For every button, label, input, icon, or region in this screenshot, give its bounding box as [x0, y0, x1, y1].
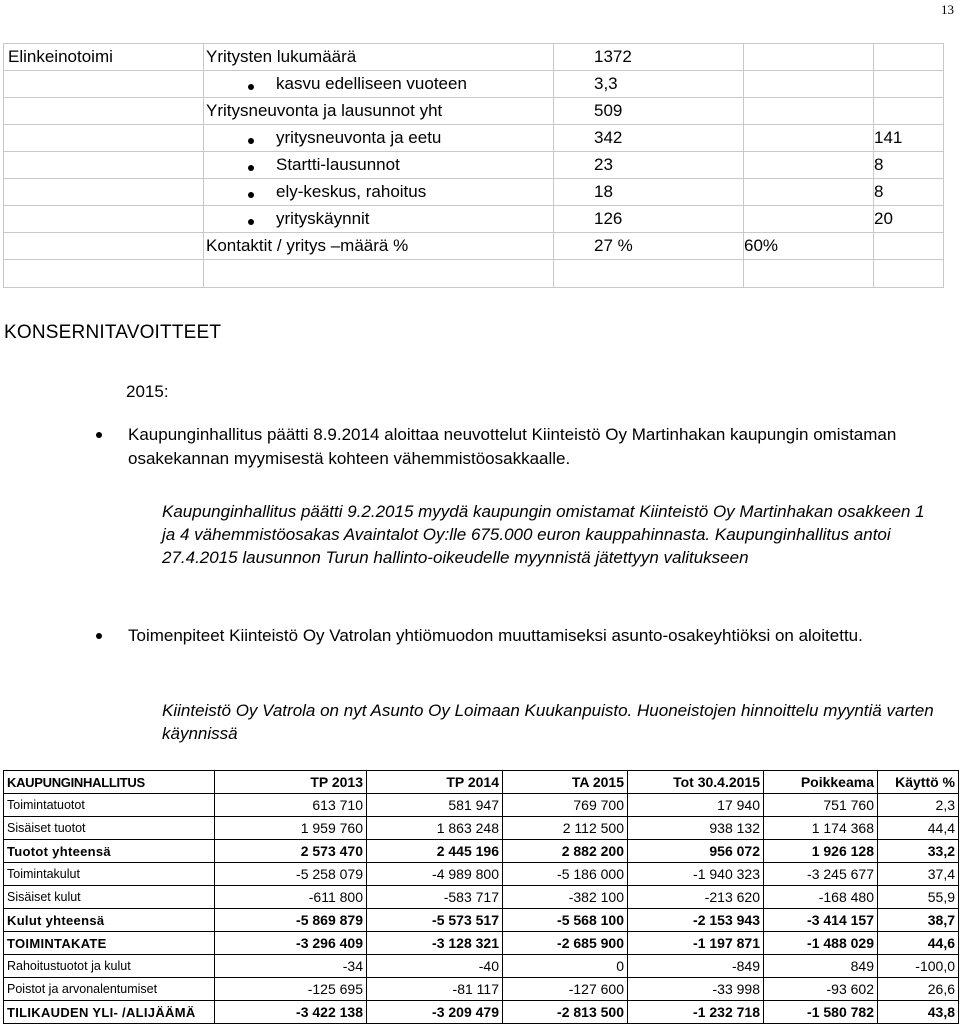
stat-label-text: ely-keskus, rahoitus — [276, 182, 427, 201]
finance-table — [3, 770, 959, 1024]
stat-row — [4, 44, 944, 71]
value-cell: -213 620 — [628, 886, 764, 909]
stat-row — [4, 152, 944, 179]
value-cell: -2 685 900 — [503, 932, 628, 955]
stat-value-cell — [554, 125, 744, 152]
value-cell: 33,2 — [878, 840, 959, 863]
stat-extra-value-cell: 141 — [874, 125, 944, 152]
stat-row — [4, 233, 944, 260]
row-label: Toimintatuotot — [4, 794, 215, 817]
year-label: 2015: — [126, 382, 169, 401]
stat-value: 1372 — [594, 47, 632, 66]
value-cell: -1 232 718 — [628, 1001, 764, 1024]
business-statistics-table — [3, 43, 944, 288]
table-row — [4, 955, 959, 978]
stat-extra-value-cell: 20 — [874, 206, 944, 233]
stat-label-cell — [204, 71, 554, 98]
stat-label-cell — [204, 152, 554, 179]
value-cell: -1 197 871 — [628, 932, 764, 955]
stat-row — [4, 71, 944, 98]
stat-label — [204, 155, 400, 174]
paragraph-vatrola-status: Kiinteistö Oy Vatrola on nyt Asunto Oy Loimaan Kuukanpuisto. Huoneistojen hinnoittelu myyntiä varten käynnissä — [162, 701, 934, 743]
value-cell: 17 940 — [628, 794, 764, 817]
row-label: Tuotot yhteensä — [4, 840, 215, 863]
value-cell: 849 — [764, 955, 878, 978]
stat-row — [4, 98, 944, 125]
value-cell: 581 947 — [367, 794, 503, 817]
category-cell — [4, 98, 204, 125]
stat-label-text: Yritysten lukumäärä — [206, 47, 357, 66]
value-cell: -2 813 500 — [503, 1001, 628, 1024]
table-row — [4, 978, 959, 1001]
stat-label — [204, 209, 370, 228]
table-row — [4, 840, 959, 863]
stat-value-cell — [554, 179, 744, 206]
value-cell: -3 414 157 — [764, 909, 878, 932]
value-cell: -4 989 800 — [367, 863, 503, 886]
category-cell — [4, 125, 204, 152]
stat-row — [4, 260, 944, 288]
category-cell: Elinkeinotoimi — [4, 44, 204, 71]
stat-extra-cell — [744, 125, 874, 152]
value-cell: 2 112 500 — [503, 817, 628, 840]
stat-extra-cell — [744, 152, 874, 179]
stat-extra-cell — [744, 206, 874, 233]
stat-value: 509 — [594, 101, 623, 120]
value-cell: 1 863 248 — [367, 817, 503, 840]
value-cell: -34 — [215, 955, 367, 978]
column-header: Käyttö % — [878, 771, 959, 794]
value-cell: -2 153 943 — [628, 909, 764, 932]
stat-label — [204, 47, 356, 66]
stat-label-cell — [204, 260, 554, 288]
stat-row — [4, 125, 944, 152]
value-cell: -1 940 323 — [628, 863, 764, 886]
table-row — [4, 863, 959, 886]
category-cell — [4, 260, 204, 288]
paragraph-text: Toimenpiteet Kiinteistö Oy Vatrolan yhtiömuodon muuttamiseksi asunto-osakeyhtiöksi on aloitettu. — [128, 626, 863, 645]
value-cell: -611 800 — [215, 886, 367, 909]
value-cell: 26,6 — [878, 978, 959, 1001]
stat-value-cell — [554, 152, 744, 179]
value-cell: 44,4 — [878, 817, 959, 840]
column-header: TA 2015 — [503, 771, 628, 794]
value-cell: -849 — [628, 955, 764, 978]
value-cell: 1 959 760 — [215, 817, 367, 840]
value-cell: -382 100 — [503, 886, 628, 909]
value-cell: -33 998 — [628, 978, 764, 1001]
stat-value: 18 — [594, 182, 613, 201]
value-cell: 38,7 — [878, 909, 959, 932]
value-cell: 2 445 196 — [367, 840, 503, 863]
row-label: Poistot ja arvonalentumiset — [4, 978, 215, 1001]
value-cell: 1 174 368 — [764, 817, 878, 840]
stat-extra-cell — [744, 179, 874, 206]
stat-extra-value-cell — [874, 260, 944, 288]
paragraph-text: Kaupunginhallitus päätti 8.9.2014 aloittaa neuvottelut Kiinteistö Oy Martinhakan kaupungin omistaman osakekannan myymisestä kohteen vähemmistöosakkaalle. — [128, 425, 897, 468]
stat-label-text: yrityskäynnit — [276, 209, 370, 228]
value-cell: 2,3 — [878, 794, 959, 817]
stat-extra-value-cell — [874, 233, 944, 260]
value-cell: 2 882 200 — [503, 840, 628, 863]
stat-label-cell — [204, 125, 554, 152]
category-cell — [4, 206, 204, 233]
page-number: 13 — [941, 2, 954, 17]
stat-label-text: Yritysneuvonta ja lausunnot yht — [206, 101, 443, 120]
row-label: Kulut yhteensä — [4, 909, 215, 932]
stat-label-cell — [204, 44, 554, 71]
category-cell — [4, 71, 204, 98]
stat-label-text: Kontaktit / yritys –määrä % — [206, 236, 409, 255]
value-cell: -127 600 — [503, 978, 628, 1001]
value-cell: -3 422 138 — [215, 1001, 367, 1024]
stat-value-cell — [554, 233, 744, 260]
value-cell: -5 186 000 — [503, 863, 628, 886]
stat-extra-value-cell — [874, 44, 944, 71]
section-heading: KONSERNITAVOITTEET — [4, 322, 222, 343]
stat-extra-value-cell — [874, 71, 944, 98]
stat-extra-cell — [744, 98, 874, 125]
value-cell: -1 488 029 — [764, 932, 878, 955]
value-cell: 769 700 — [503, 794, 628, 817]
row-label: Sisäiset tuotot — [4, 817, 215, 840]
stat-label-text: kasvu edelliseen vuoteen — [276, 74, 467, 93]
row-label: Sisäiset kulut — [4, 886, 215, 909]
table-row — [4, 1001, 959, 1024]
value-cell: -168 480 — [764, 886, 878, 909]
table-header-row — [4, 771, 959, 794]
table-row — [4, 886, 959, 909]
stat-extra-value-cell: 8 — [874, 179, 944, 206]
value-cell: 751 760 — [764, 794, 878, 817]
row-label: TOIMINTAKATE — [4, 932, 215, 955]
value-cell: 0 — [503, 955, 628, 978]
value-cell: -5 258 079 — [215, 863, 367, 886]
column-header: Tot 30.4.2015 — [628, 771, 764, 794]
column-header: TP 2014 — [367, 771, 503, 794]
paragraph-vatrola — [128, 624, 936, 648]
stat-extra-cell — [744, 260, 874, 288]
value-cell: -583 717 — [367, 886, 503, 909]
value-cell: -3 296 409 — [215, 932, 367, 955]
stat-label-cell — [204, 206, 554, 233]
stat-label — [204, 128, 441, 147]
stat-label-cell — [204, 98, 554, 125]
value-cell: -3 128 321 — [367, 932, 503, 955]
row-label: Toimintakulut — [4, 863, 215, 886]
value-cell: 956 072 — [628, 840, 764, 863]
value-cell: 613 710 — [215, 794, 367, 817]
value-cell: -40 — [367, 955, 503, 978]
stat-value-cell — [554, 260, 744, 288]
value-cell: 55,9 — [878, 886, 959, 909]
stat-extra-cell — [744, 71, 874, 98]
table-row — [4, 817, 959, 840]
stat-label-text: Startti-lausunnot — [276, 155, 400, 174]
value-cell: 43,8 — [878, 1001, 959, 1024]
stat-value-cell — [554, 44, 744, 71]
value-cell: -5 869 879 — [215, 909, 367, 932]
stat-value: 342 — [594, 128, 623, 147]
column-header: TP 2013 — [215, 771, 367, 794]
value-cell: 2 573 470 — [215, 840, 367, 863]
bullet-icon — [96, 633, 102, 639]
table-row — [4, 794, 959, 817]
value-cell: -3 209 479 — [367, 1001, 503, 1024]
stat-value: 27 % — [594, 236, 633, 255]
value-cell: -81 117 — [367, 978, 503, 1001]
stat-label-text: yritysneuvonta ja eetu — [276, 128, 442, 147]
value-cell: 938 132 — [628, 817, 764, 840]
value-cell: 44,6 — [878, 932, 959, 955]
stat-value: 23 — [594, 155, 613, 174]
value-cell: -100,0 — [878, 955, 959, 978]
stat-value: 126 — [594, 209, 623, 228]
stat-value-cell — [554, 98, 744, 125]
value-cell: 1 926 128 — [764, 840, 878, 863]
stat-extra-cell: 60% — [744, 233, 874, 260]
stat-value-cell — [554, 206, 744, 233]
table-row — [4, 932, 959, 955]
value-cell: -5 573 517 — [367, 909, 503, 932]
value-cell: -93 602 — [764, 978, 878, 1001]
stat-extra-cell — [744, 44, 874, 71]
category-cell — [4, 233, 204, 260]
stat-label — [204, 236, 408, 255]
category-cell — [4, 179, 204, 206]
column-header: KAUPUNGINHALLITUS — [4, 771, 215, 794]
paragraph-martinhaka — [128, 423, 936, 471]
stat-label — [204, 74, 467, 93]
column-header: Poikkeama — [764, 771, 878, 794]
stat-label — [204, 264, 206, 283]
paragraph-martinhaka-status: Kaupunginhallitus päätti 9.2.2015 myydä kaupungin omistamat Kiinteistö Oy Martinhakan osakkeen 1 ja 4 vähemmistöosakas Avaintalot Oy:lle 675.000 euron kauppahinnasta. Kaupunginhallitus antoi 27.4.2015 lausunnon Turun hallinto-oikeudelle myynnistä jätettyyn valitukseen — [162, 502, 925, 567]
category-cell — [4, 152, 204, 179]
stat-row — [4, 206, 944, 233]
value-cell: 37,4 — [878, 863, 959, 886]
stat-value-cell — [554, 71, 744, 98]
row-label: TILIKAUDEN YLI- /ALIJÄÄMÄ — [4, 1001, 215, 1024]
stat-extra-value-cell — [874, 98, 944, 125]
value-cell: -5 568 100 — [503, 909, 628, 932]
row-label: Rahoitustuotot ja kulut — [4, 955, 215, 978]
stat-label — [204, 101, 442, 120]
table-row — [4, 909, 959, 932]
stat-value: 3,3 — [594, 74, 618, 93]
stat-label-cell — [204, 233, 554, 260]
stat-extra-value-cell: 8 — [874, 152, 944, 179]
value-cell: -3 245 677 — [764, 863, 878, 886]
stat-row — [4, 179, 944, 206]
value-cell: -1 580 782 — [764, 1001, 878, 1024]
stat-label — [204, 182, 426, 201]
stat-label-cell — [204, 179, 554, 206]
value-cell: -125 695 — [215, 978, 367, 1001]
bullet-icon — [96, 432, 102, 438]
